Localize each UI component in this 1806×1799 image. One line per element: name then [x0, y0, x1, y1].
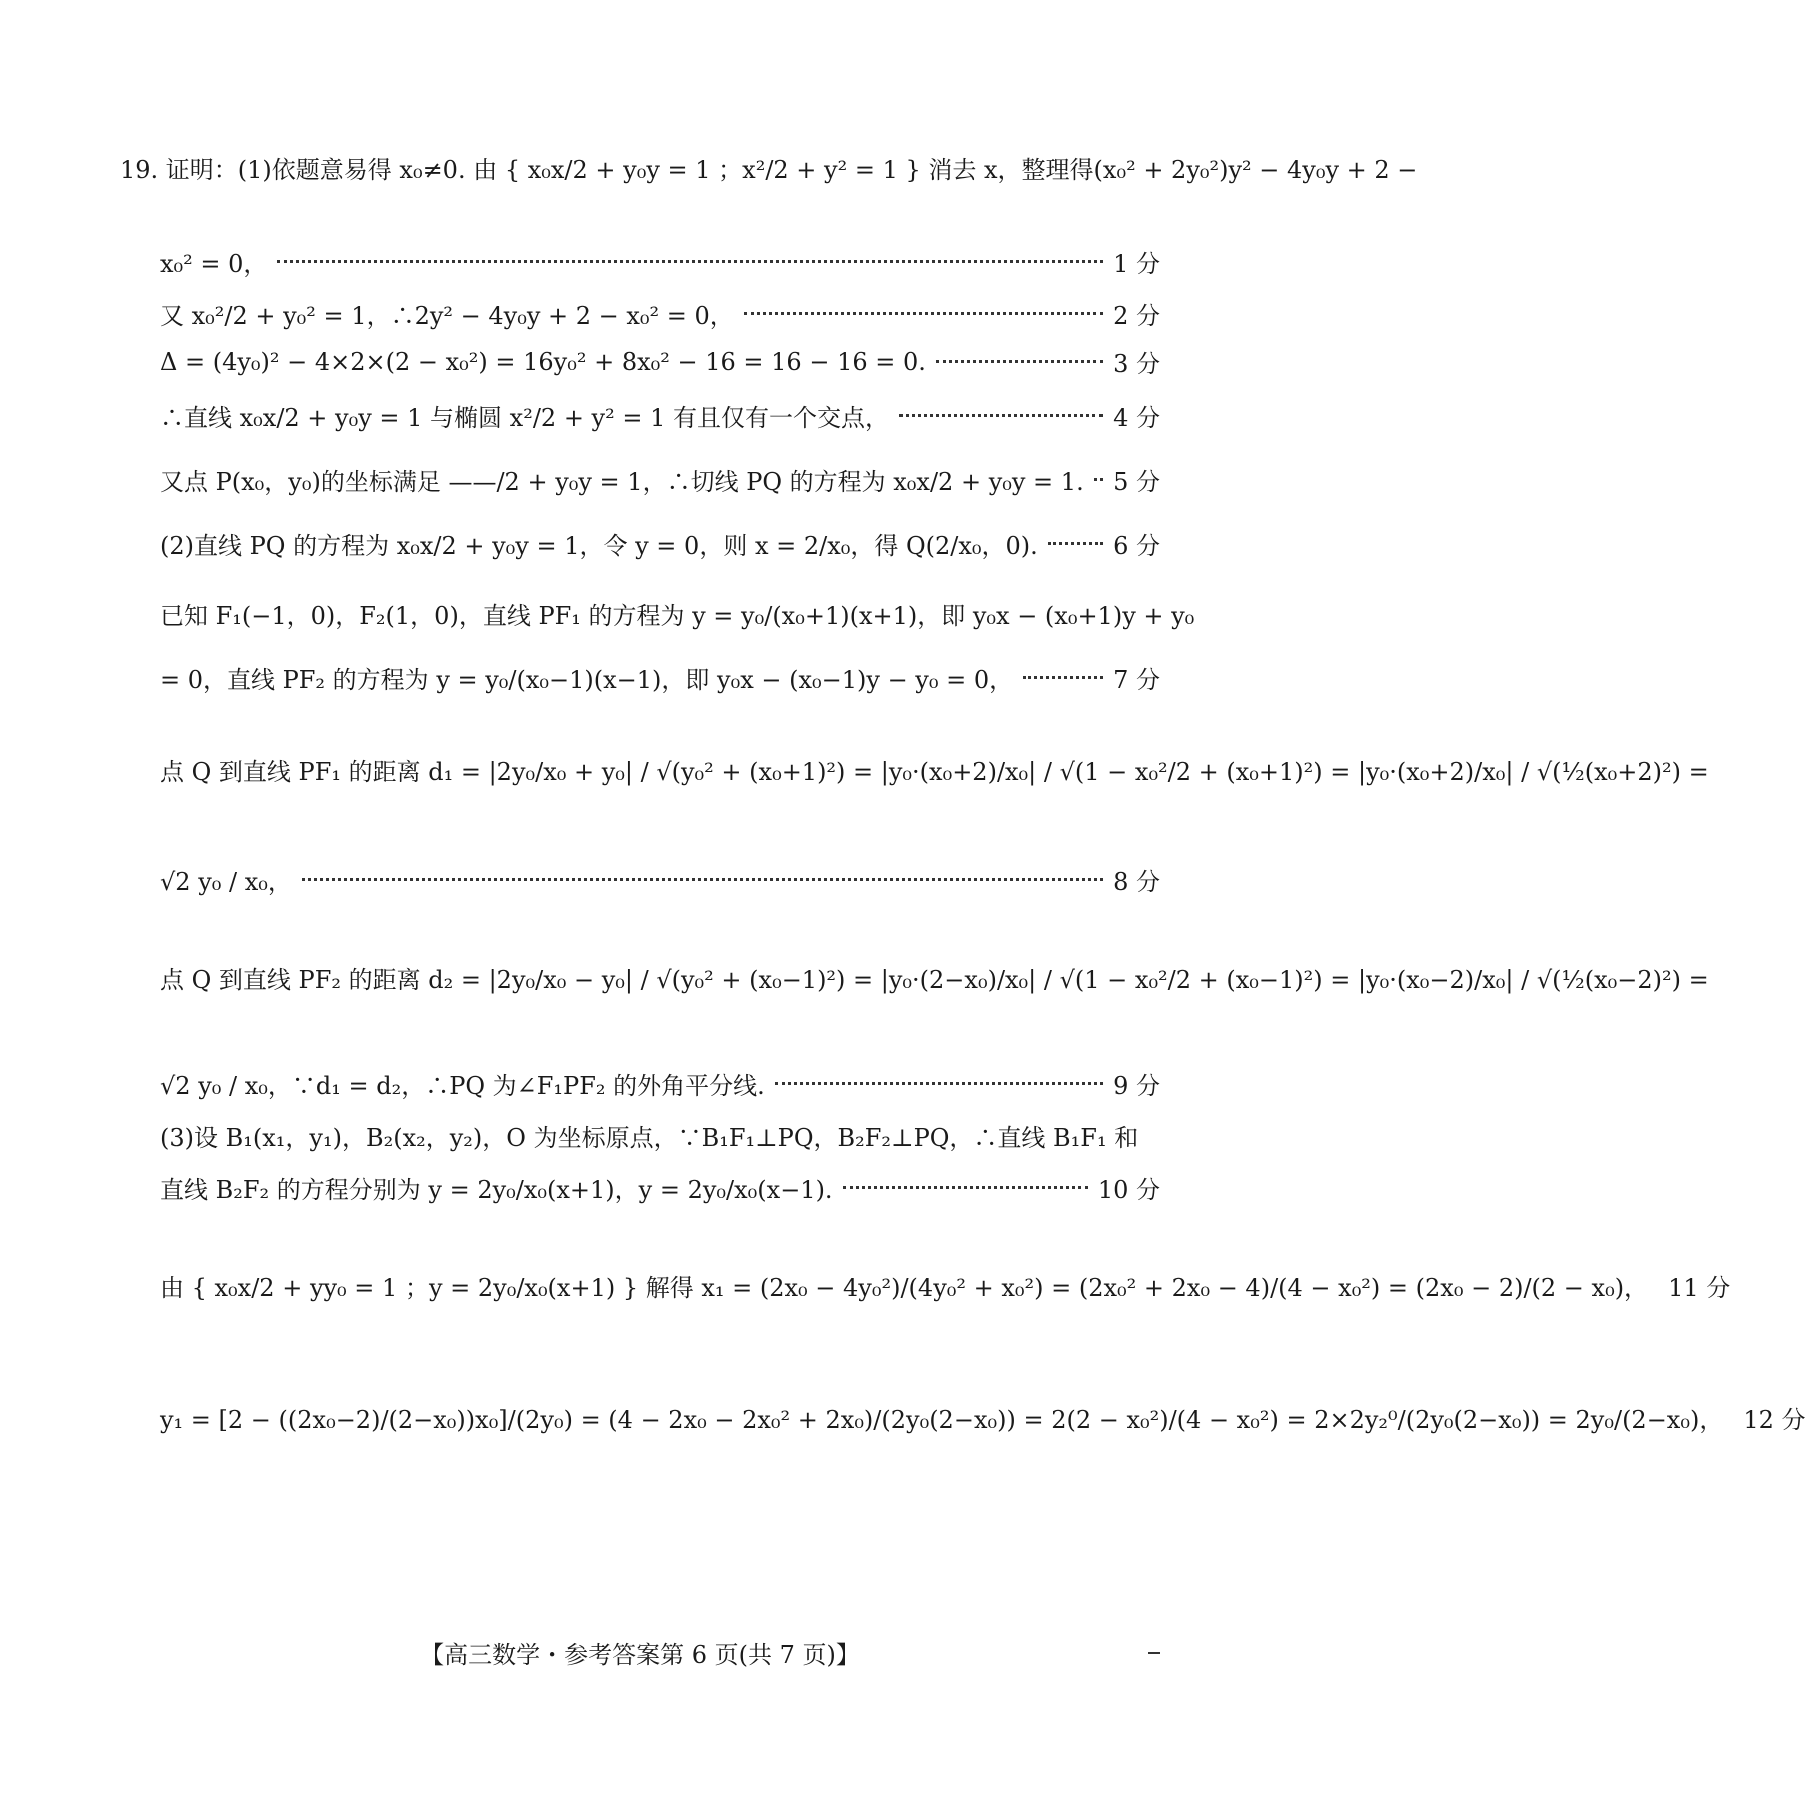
solution-line: [160, 960, 1709, 995]
score-label: 5 分: [1113, 468, 1160, 496]
solution-line: [160, 1066, 1160, 1101]
dot-leader: [1023, 676, 1103, 679]
solution-line: [160, 1170, 1160, 1205]
line-text: y₁ = [2 − ((2x₀−2)/(2−x₀))x₀]/(2y₀) = (4 − 2x₀ − 2x₀² + 2x₀)/(2y₀(2−x₀)) = 2(2 − x₀²)/(4 − x₀²) = 2×2y₂⁰/(2y₀(2−x₀)) = 2y₀/(2−x₀)，: [160, 1406, 1724, 1434]
solution-line: [160, 752, 1709, 787]
score-label: 11 分: [1668, 1274, 1731, 1302]
score-label: 8 分: [1113, 868, 1160, 896]
solution-line: [160, 462, 1160, 497]
line-text: 直线 B₂F₂ 的方程分别为 y = 2y₀/x₀(x+1)，y = 2y₀/x₀(x−1).: [160, 1176, 833, 1204]
dot-leader: [744, 312, 1103, 315]
line-text: 19. 证明：(1)依题意易得 x₀≠0. 由 { x₀x/2 + y₀y = 1 ；x²/2 + y² = 1 } 消去 x，整理得(x₀² + 2y₀²)y² − 4y₀y + 2 −: [120, 156, 1418, 184]
solution-line: [160, 1400, 1806, 1435]
solution-line: [160, 344, 1160, 379]
solution-line: [160, 296, 1160, 331]
line-text: (3)设 B₁(x₁，y₁)，B₂(x₂，y₂)，O 为坐标原点，∵B₁F₁⊥PQ，B₂F₂⊥PQ，∴直线 B₁F₁ 和: [160, 1124, 1139, 1152]
corner-mark: [1148, 1652, 1160, 1654]
solution-line: [120, 150, 1418, 185]
line-text: ∴直线 x₀x/2 + y₀y = 1 与椭圆 x²/2 + y² = 1 有且仅有一个交点，: [160, 404, 889, 432]
dot-leader: [843, 1186, 1088, 1189]
solution-line: [160, 660, 1160, 695]
score-label: 1 分: [1113, 250, 1160, 278]
dot-leader: [775, 1082, 1103, 1085]
line-text: 点 Q 到直线 PF₂ 的距离 d₂ = |2y₀/x₀ − y₀| / √(y₀² + (x₀−1)²) = |y₀·(2−x₀)/x₀| / √(1 − x₀²/2 + (x₀−1)²) = |y₀·(x₀−2)/x₀| / √(½(x₀−2)²) =: [160, 966, 1709, 994]
score-label: 3 分: [1113, 350, 1160, 378]
dot-leader: [277, 260, 1103, 263]
line-text: 又点 P(x₀，y₀)的坐标满足 ——/2 + y₀y = 1，∴切线 PQ 的方程为 x₀x/2 + y₀y = 1.: [160, 468, 1084, 496]
score-label: 4 分: [1113, 404, 1160, 432]
dot-leader: [302, 878, 1103, 881]
line-text: √2 y₀ / x₀，: [160, 868, 292, 896]
solution-line: [160, 1118, 1160, 1153]
line-text: Δ = (4y₀)² − 4×2×(2 − x₀²) = 16y₀² + 8x₀² − 16 = 16 − 16 = 0.: [160, 347, 926, 376]
dot-leader: [1048, 542, 1103, 545]
line-text: 已知 F₁(−1，0)，F₂(1，0)，直线 PF₁ 的方程为 y = y₀/(x₀+1)(x+1)，即 y₀x − (x₀+1)y + y₀: [160, 602, 1195, 630]
line-text: √2 y₀ / x₀，∵d₁ = d₂，∴PQ 为∠F₁PF₂ 的外角平分线.: [160, 1072, 765, 1100]
score-label: 2 分: [1113, 302, 1160, 330]
score-label: 9 分: [1113, 1072, 1160, 1100]
line-text: (2)直线 PQ 的方程为 x₀x/2 + y₀y = 1，令 y = 0，则 x = 2/x₀，得 Q(2/x₀，0).: [160, 532, 1038, 560]
solution-line: [160, 1268, 1731, 1303]
solution-line: [160, 244, 1160, 279]
solution-line: [160, 526, 1160, 561]
dot-leader: [899, 414, 1103, 417]
score-label: 10 分: [1097, 1176, 1160, 1204]
line-text: 由 { x₀x/2 + yy₀ = 1 ；y = 2y₀/x₀(x+1) } 解得 x₁ = (2x₀ − 4y₀²)/(4y₀² + x₀²) = (2x₀² + 2x₀ − 4)/(4 − x₀²) = (2x₀ − 2)/(2 − x₀)，: [160, 1274, 1649, 1302]
line-text: = 0，直线 PF₂ 的方程为 y = y₀/(x₀−1)(x−1)，即 y₀x − (x₀−1)y − y₀ = 0，: [160, 666, 1014, 694]
line-text: 点 Q 到直线 PF₁ 的距离 d₁ = |2y₀/x₀ + y₀| / √(y₀² + (x₀+1)²) = |y₀·(x₀+2)/x₀| / √(1 − x₀²/2 + (x₀+1)²) = |y₀·(x₀+2)/x₀| / √(½(x₀+2)²) =: [160, 758, 1709, 786]
dot-leader: [1094, 478, 1103, 481]
solution-line: [160, 596, 1195, 631]
solution-line: [160, 398, 1160, 433]
line-text: x₀² = 0，: [160, 250, 268, 278]
dot-leader: [936, 360, 1103, 363]
score-label: 12 分: [1743, 1406, 1806, 1434]
page-footer: 【高三数学・参考答案第 6 页(共 7 页)】: [420, 1641, 860, 1669]
score-label: 7 分: [1113, 666, 1160, 694]
score-label: 6 分: [1113, 532, 1160, 560]
solution-line: [160, 862, 1160, 897]
line-text: 又 x₀²/2 + y₀² = 1，∴2y² − 4y₀y + 2 − x₀² = 0，: [160, 302, 734, 330]
